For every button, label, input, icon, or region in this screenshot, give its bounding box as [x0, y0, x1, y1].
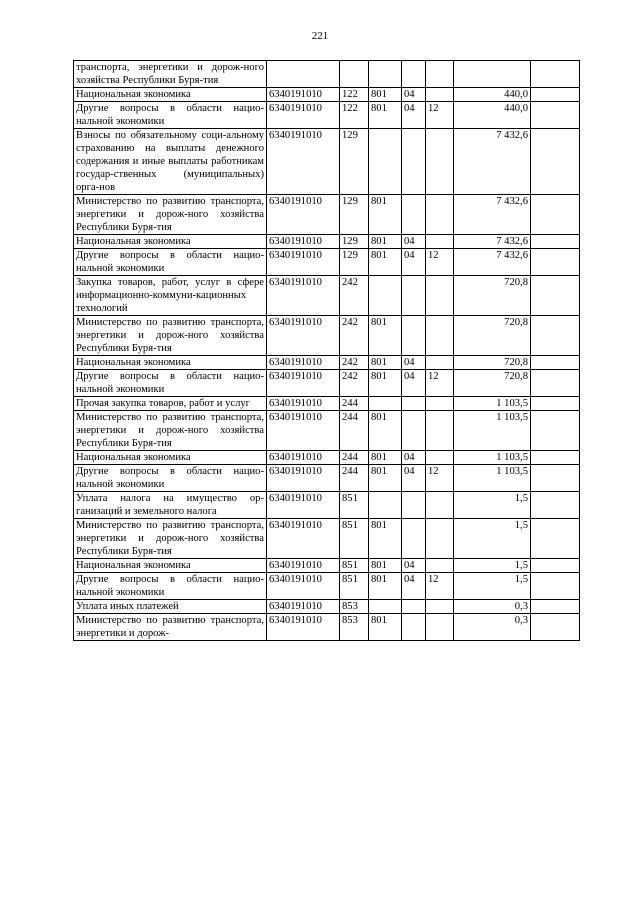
target-article-code: 6340191010 — [267, 600, 340, 614]
section-code: 04 — [402, 356, 426, 370]
target-article-code: 6340191010 — [267, 573, 340, 600]
table-row — [74, 235, 580, 249]
amount: 1,5 — [454, 573, 531, 600]
item-name: Другие вопросы в области нацио-нальной экономики — [74, 249, 267, 276]
amount: 1 103,5 — [454, 411, 531, 451]
item-name: Закупка товаров, работ, услуг в сфере информационно-коммуни-кационных технологий — [74, 276, 267, 316]
department-code — [369, 129, 402, 195]
amount: 720,8 — [454, 316, 531, 356]
table-row — [74, 614, 580, 641]
expense-type-code: 244 — [340, 451, 369, 465]
subsection-code — [426, 411, 454, 451]
subsection-code: 12 — [426, 465, 454, 492]
expense-type-code: 129 — [340, 195, 369, 235]
empty-cell — [531, 519, 580, 559]
table-row — [74, 195, 580, 235]
subsection-code — [426, 492, 454, 519]
subsection-code — [426, 397, 454, 411]
subsection-code: 12 — [426, 370, 454, 397]
section-code: 04 — [402, 102, 426, 129]
item-name: Уплата иных платежей — [74, 600, 267, 614]
table-row — [74, 370, 580, 397]
department-code: 801 — [369, 614, 402, 641]
target-article-code: 6340191010 — [267, 614, 340, 641]
item-name: Национальная экономика — [74, 235, 267, 249]
item-name: транспорта, энергетики и дорож-ного хозяйства Республики Буря-тия — [74, 61, 267, 88]
department-code: 801 — [369, 411, 402, 451]
empty-cell — [531, 61, 580, 88]
item-name: Национальная экономика — [74, 88, 267, 102]
empty-cell — [531, 129, 580, 195]
amount: 0,3 — [454, 614, 531, 641]
item-name: Другие вопросы в области нацио-нальной экономики — [74, 102, 267, 129]
department-code: 801 — [369, 573, 402, 600]
subsection-code: 12 — [426, 573, 454, 600]
table-row — [74, 559, 580, 573]
department-code: 801 — [369, 451, 402, 465]
expense-type-code: 242 — [340, 356, 369, 370]
section-code — [402, 492, 426, 519]
section-code: 04 — [402, 249, 426, 276]
department-code: 801 — [369, 559, 402, 573]
table-row — [74, 492, 580, 519]
item-name: Министерство по развитию транспорта, энергетики и дорож-ного хозяйства Республики Буря-тия — [74, 411, 267, 451]
section-code — [402, 129, 426, 195]
section-code — [402, 614, 426, 641]
section-code: 04 — [402, 235, 426, 249]
amount: 7 432,6 — [454, 195, 531, 235]
section-code — [402, 61, 426, 88]
target-article-code: 6340191010 — [267, 235, 340, 249]
target-article-code: 6340191010 — [267, 519, 340, 559]
item-name: Министерство по развитию транспорта, энергетики и дорож-ного хозяйства Республики Буря-тия — [74, 195, 267, 235]
subsection-code — [426, 614, 454, 641]
empty-cell — [531, 397, 580, 411]
empty-cell — [531, 276, 580, 316]
item-name: Национальная экономика — [74, 559, 267, 573]
table-row — [74, 356, 580, 370]
amount: 720,8 — [454, 370, 531, 397]
expense-type-code: 122 — [340, 102, 369, 129]
amount: 440,0 — [454, 88, 531, 102]
table-row — [74, 465, 580, 492]
target-article-code: 6340191010 — [267, 451, 340, 465]
section-code — [402, 195, 426, 235]
empty-cell — [531, 88, 580, 102]
department-code — [369, 492, 402, 519]
empty-cell — [531, 600, 580, 614]
target-article-code: 6340191010 — [267, 102, 340, 129]
section-code — [402, 316, 426, 356]
table-row — [74, 397, 580, 411]
amount: 1 103,5 — [454, 451, 531, 465]
target-article-code: 6340191010 — [267, 356, 340, 370]
amount: 720,8 — [454, 356, 531, 370]
expense-type-code: 242 — [340, 276, 369, 316]
section-code: 04 — [402, 370, 426, 397]
expense-type-code: 244 — [340, 411, 369, 451]
table-row — [74, 88, 580, 102]
expense-type-code: 851 — [340, 492, 369, 519]
empty-cell — [531, 614, 580, 641]
expense-type-code: 122 — [340, 88, 369, 102]
table-row — [74, 451, 580, 465]
target-article-code: 6340191010 — [267, 249, 340, 276]
table-row — [74, 276, 580, 316]
subsection-code — [426, 276, 454, 316]
subsection-code: 12 — [426, 102, 454, 129]
table-row — [74, 129, 580, 195]
item-name: Другие вопросы в области нацио-нальной экономики — [74, 573, 267, 600]
expense-type-code: 242 — [340, 316, 369, 356]
amount: 1,5 — [454, 519, 531, 559]
target-article-code: 6340191010 — [267, 559, 340, 573]
empty-cell — [531, 370, 580, 397]
subsection-code: 12 — [426, 249, 454, 276]
empty-cell — [531, 102, 580, 129]
target-article-code: 6340191010 — [267, 316, 340, 356]
table-row — [74, 411, 580, 451]
department-code — [369, 276, 402, 316]
department-code: 801 — [369, 316, 402, 356]
empty-cell — [531, 465, 580, 492]
item-name: Другие вопросы в области нацио-нальной экономики — [74, 465, 267, 492]
item-name: Национальная экономика — [74, 451, 267, 465]
empty-cell — [531, 411, 580, 451]
expense-type-code: 853 — [340, 614, 369, 641]
table-row — [74, 600, 580, 614]
subsection-code — [426, 600, 454, 614]
target-article-code: 6340191010 — [267, 276, 340, 316]
item-name: Другие вопросы в области нацио-нальной экономики — [74, 370, 267, 397]
amount: 1 103,5 — [454, 397, 531, 411]
item-name: Министерство по развитию транспорта, энергетики и дорож-ного хозяйства Республики Буря-тия — [74, 519, 267, 559]
table-row — [74, 61, 580, 88]
empty-cell — [531, 249, 580, 276]
section-code — [402, 276, 426, 316]
empty-cell — [531, 235, 580, 249]
amount: 7 432,6 — [454, 129, 531, 195]
target-article-code: 6340191010 — [267, 411, 340, 451]
expense-type-code: 851 — [340, 519, 369, 559]
section-code: 04 — [402, 559, 426, 573]
department-code: 801 — [369, 195, 402, 235]
amount: 0,3 — [454, 600, 531, 614]
expense-type-code: 244 — [340, 465, 369, 492]
section-code: 04 — [402, 451, 426, 465]
amount — [454, 61, 531, 88]
amount: 7 432,6 — [454, 249, 531, 276]
section-code — [402, 397, 426, 411]
empty-cell — [531, 492, 580, 519]
item-name: Взносы по обязательному соци-альному страхованию на выплаты денежного содержания и иные выплаты работникам государ-ственных (муниципальных) орга-нов — [74, 129, 267, 195]
target-article-code: 6340191010 — [267, 195, 340, 235]
empty-cell — [531, 316, 580, 356]
section-code: 04 — [402, 88, 426, 102]
expense-type-code: 853 — [340, 600, 369, 614]
empty-cell — [531, 356, 580, 370]
section-code: 04 — [402, 465, 426, 492]
subsection-code — [426, 129, 454, 195]
subsection-code — [426, 88, 454, 102]
amount: 440,0 — [454, 102, 531, 129]
amount: 1,5 — [454, 559, 531, 573]
expense-type-code: 851 — [340, 559, 369, 573]
department-code — [369, 397, 402, 411]
department-code — [369, 600, 402, 614]
target-article-code — [267, 61, 340, 88]
department-code — [369, 61, 402, 88]
expense-type-code: 244 — [340, 397, 369, 411]
target-article-code: 6340191010 — [267, 492, 340, 519]
department-code: 801 — [369, 102, 402, 129]
section-code: 04 — [402, 573, 426, 600]
target-article-code: 6340191010 — [267, 88, 340, 102]
amount: 1 103,5 — [454, 465, 531, 492]
department-code: 801 — [369, 356, 402, 370]
target-article-code: 6340191010 — [267, 370, 340, 397]
expense-type-code: 129 — [340, 235, 369, 249]
department-code: 801 — [369, 88, 402, 102]
section-code — [402, 411, 426, 451]
section-code — [402, 600, 426, 614]
page-number: 221 — [311, 30, 329, 42]
table-row — [74, 102, 580, 129]
expense-type-code: 129 — [340, 249, 369, 276]
department-code: 801 — [369, 370, 402, 397]
expense-type-code — [340, 61, 369, 88]
item-name: Прочая закупка товаров, работ и услуг — [74, 397, 267, 411]
item-name: Национальная экономика — [74, 356, 267, 370]
department-code: 801 — [369, 465, 402, 492]
item-name: Министерство по развитию транспорта, энергетики и дорож-ного хозяйства Республики Буря-тия — [74, 316, 267, 356]
subsection-code — [426, 61, 454, 88]
expense-type-code: 242 — [340, 370, 369, 397]
table-row — [74, 573, 580, 600]
empty-cell — [531, 559, 580, 573]
subsection-code — [426, 559, 454, 573]
subsection-code — [426, 235, 454, 249]
amount: 7 432,6 — [454, 235, 531, 249]
target-article-code: 6340191010 — [267, 465, 340, 492]
target-article-code: 6340191010 — [267, 129, 340, 195]
department-code: 801 — [369, 249, 402, 276]
amount: 720,8 — [454, 276, 531, 316]
subsection-code — [426, 195, 454, 235]
department-code: 801 — [369, 235, 402, 249]
subsection-code — [426, 356, 454, 370]
expense-type-code: 851 — [340, 573, 369, 600]
expense-type-code: 129 — [340, 129, 369, 195]
table-row — [74, 519, 580, 559]
subsection-code — [426, 451, 454, 465]
empty-cell — [531, 573, 580, 600]
subsection-code — [426, 316, 454, 356]
section-code — [402, 519, 426, 559]
empty-cell — [531, 195, 580, 235]
budget-table — [73, 60, 580, 641]
item-name: Уплата налога на имущество ор-ганизаций и земельного налога — [74, 492, 267, 519]
amount: 1,5 — [454, 492, 531, 519]
table-row — [74, 249, 580, 276]
empty-cell — [531, 451, 580, 465]
item-name: Министерство по развитию транспорта, энергетики и дорож- — [74, 614, 267, 641]
target-article-code: 6340191010 — [267, 397, 340, 411]
department-code: 801 — [369, 519, 402, 559]
table-row — [74, 316, 580, 356]
subsection-code — [426, 519, 454, 559]
